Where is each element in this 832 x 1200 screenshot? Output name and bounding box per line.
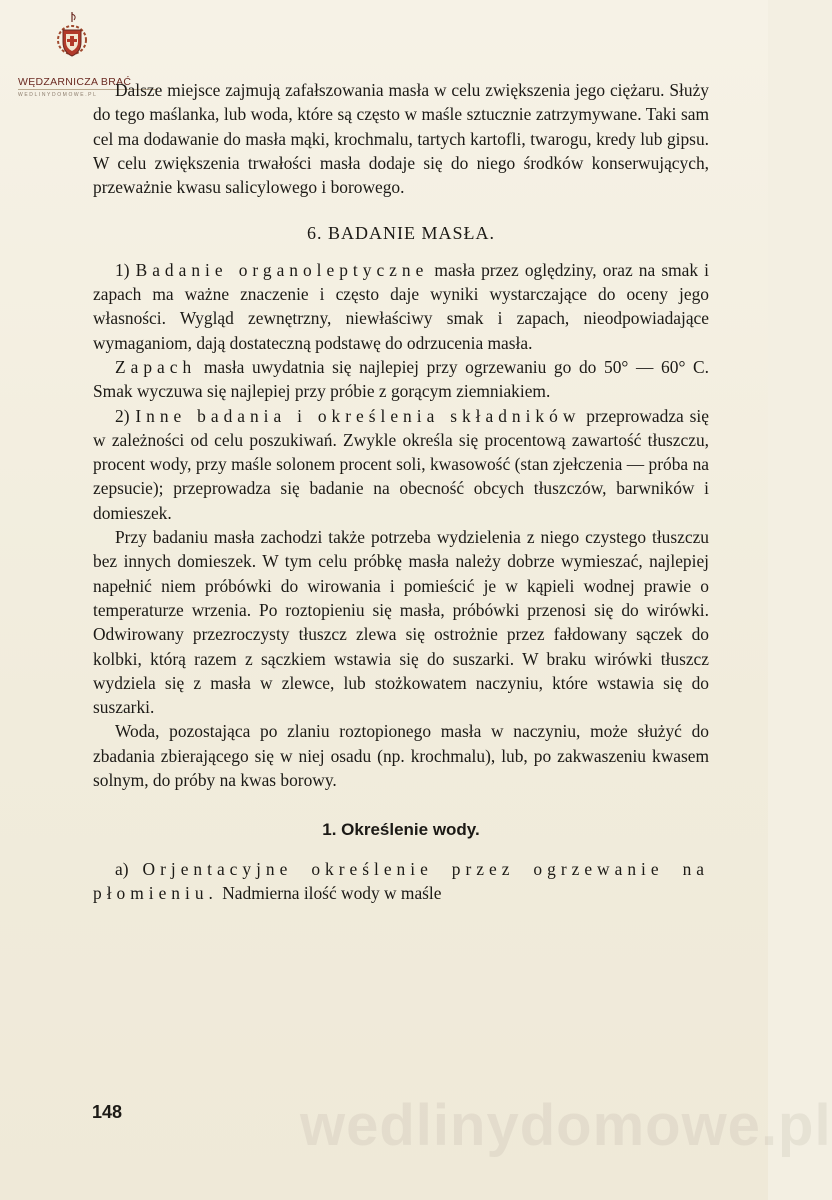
paragraph-water-residue: Woda, pozostająca po zlaniu roztopionego masła w naczyniu, może służyć do zbadania zbierającego się w niej osadu (np. krochmalu), lub, po zakwaszeniu kwasem solnym, do próby na kwas borowy. [93,721,709,791]
logo-subtitle: WEDLINYDOMOWE.PL [18,92,98,98]
spaced-term: Orjentacyjne określenie przez ogrzewanie na płomieniu. [93,858,709,903]
spaced-term: Inne badania i określenia składników [135,405,581,426]
paragraph-organoleptic [93,258,709,355]
subsection-heading: 1. Określenie wody. [322,820,480,840]
spaced-term: Zapach [115,356,197,377]
section-heading: 6. BADANIE MASŁA. [307,223,495,244]
paragraph-text: przeprowadza się w zależności od celu poszukiwań. Zwykle określa się procentową zawartość tłuszczu, procent wody, przy maśle solonem procent soli, kwasowość (stan zjełczenia — próba na zepsucie); przeprowadza się badanie na obecność obcych tłuszczów, barwników i domieszek. [93,405,709,523]
logo-title: WĘDZARNICZA BRAĆ [18,76,132,88]
page-number: 148 [92,1102,123,1122]
paragraph-fat-separation: Przy badaniu masła zachodzi także potrzeba wydzielenia z niego czystego tłuszczu bez innych domieszek. W tym celu próbkę masła należy dobrze wymieszać, najlepiej napełnić niem próbówki do wirowania i pomieścić je w kąpieli wodnej prawie o temperaturze wrzenia. Po roztopieniu się masła, próbówki przenosi się do wirówki. Odwirowany przezroczysty tłuszcz zlewa się ostrożnie przez fałdowany sączek do kolbki, którą razem z sączkiem wstawia się do suszarki. W braku wirówki tłuszcz wydziela się z masła w zlewce, lub stożkowatem naczyniu, które wstawia się do suszarki. [93,527,709,718]
crest-icon [50,10,94,60]
watermark: wedlinydomowe.pl [300,1093,832,1158]
paragraph-text: masła uwydatnia się najlepiej przy ogrzewaniu go do 50° — 60° C. Smak wyczuwa się najlepiej przy próbie z gorącym ziemniakiem. [93,356,709,402]
paragraph-smell [93,355,709,404]
page-text [93,78,709,905]
item-number: 2) [115,405,136,426]
item-letter: a) [115,858,143,879]
item-number: 1) [115,259,136,280]
paragraph-flame-test [93,857,709,906]
paragraph-adulteration: Dalsze miejsce zajmują zafałszowania masła w celu zwiększenia jego ciężaru. Służy do tego maślanka, lub woda, które są często w maśle sztucznie zatrzymywane. Taki sam cel ma dodawanie do masła mąki, krochmalu, tartych kartofli, twarogu, kredy lub gipsu. W celu zwiększenia trwałości masła dodaje się do niego środków konserwujących, przeważnie kwasu salicylowego i borowego. [93,80,709,198]
paragraph-other-tests [93,404,709,525]
paragraph-text: Nadmierna ilość wody w maśle [217,882,442,903]
spaced-term: Badanie organoleptyczne [135,259,429,280]
paragraph-text: masła przez oględziny, oraz na smak i zapach ma ważne znaczenie i często daje wyniki wystarczające do oceny jego własności. Wygląd zewnętrzny, niewłaściwy smak i zapach, nieodpowiadające wymaganiom, dają dostateczną podstawę do odrzucenia masła. [93,259,709,353]
